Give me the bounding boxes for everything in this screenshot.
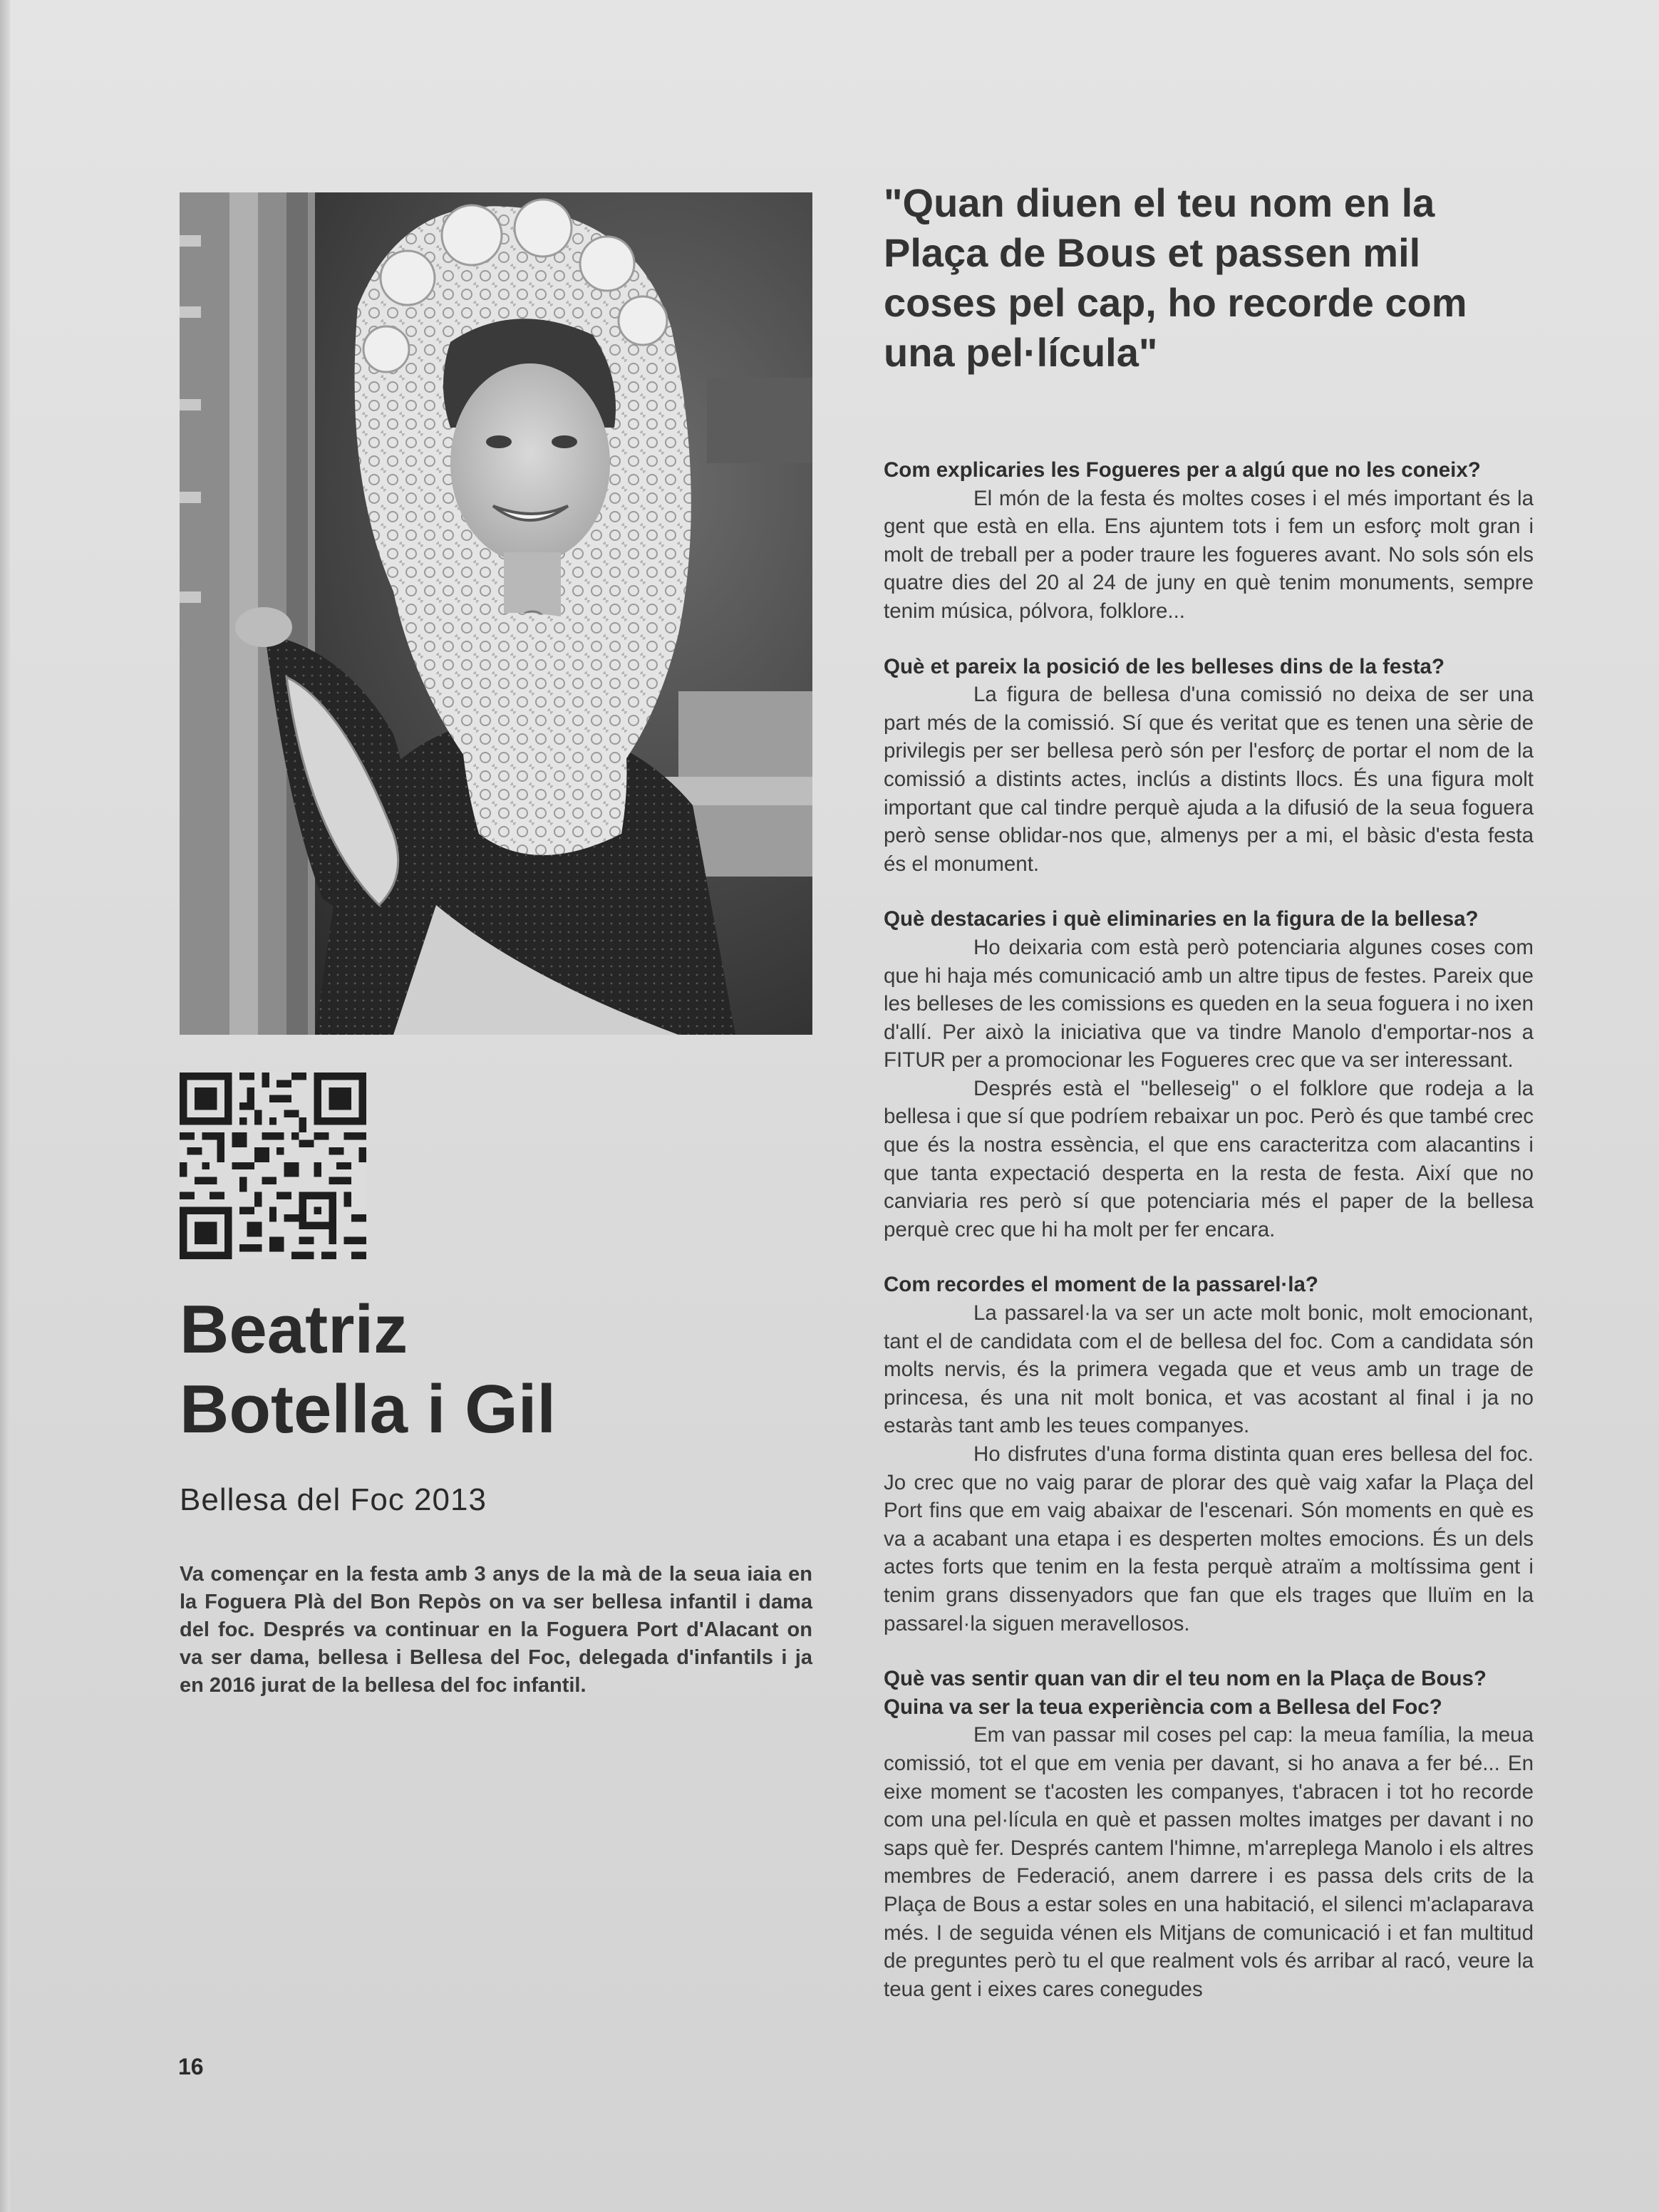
page-number: 16 [178, 2054, 204, 2079]
portrait-photo-illustration [180, 192, 812, 1035]
interview-answer: Ho disfrutes d'una forma distinta quan eres bellesa del foc. Jo crec que no vaig parar de plorar des què vaig xafar la Plaça del Port fins que em vaig abaixar de l'escenari. Són moments en què es va a acabant una etapa i es desperten moltes emocions. És un dels actes forts que tenim en la festa perquè atraïm a moltíssima gent i tenim grans dissenyadors que fan que els trages que lluïm en la passarel·la siguen meravellosos. [884, 1442, 1534, 1635]
interview-question: Què et pareix la posició de les belleses dins de la festa? [884, 654, 1444, 678]
interview-answer: Ho deixaria com està però potenciaria algunes coses com que hi haja més comunicació amb un altre tipus de festes. Pareix que les belleses de les comissions es queden en la seua foguera i no ixen d'allí. Per això la iniciativa que va tindre Manolo d'emportar-nos a FITUR per a promocionar les Fogueres crec que va ser interessant. [884, 935, 1534, 1073]
profile-name-line2: Botella i Gil [180, 1371, 557, 1447]
page-edge-shadow [0, 0, 10, 2212]
interview-answer: El món de la festa és moltes coses i el més important és la gent que està en ella. Ens ajuntem tots i fem un esforç molt gran i molt de treball per a poder traure les fogueres avant. No sols són els quatre dies del 20 al 24 de juny en què tenim monuments, sempre tenim música, pólvora, folklore... [884, 486, 1534, 623]
interview-body [884, 456, 1534, 2003]
qr-code-graphic [180, 1073, 366, 1259]
interview-answer: La figura de bellesa d'una comissió no deixa de ser una part més de la comissió. Sí que és veritat que es tenen una sèrie de privilegis per ser bellesa però són per l'esforç de portar el nom de la comissió a distints actes, inclús a distints llocs. És una figura molt important que cal tindre perquè ajuda a la difusió de la seua foguera però sense oblidar-nos que, almenys per a mi, el bàsic d'esta festa és el monument. [884, 683, 1534, 876]
qr-code[interactable] [180, 1073, 366, 1259]
interview-answer: Després està el "belleseig" o el folklore que rodeja a la bellesa i que sí que podríem rebaixar un poc. Però és que també crec que és la nostra essència, el que ens caracteritza com alacantins i que tanta expectació desperta en la resta de festa. Així que no canviaria res però sí que potenciaria més el paper de la bellesa perquè crec que hi ha molt per fer encara. [884, 1076, 1534, 1241]
profile-title: Bellesa del Foc 2013 [180, 1482, 487, 1517]
interview-question: Què destacaries i què eliminaries en la figura de la bellesa? [884, 907, 1479, 931]
profile-name [180, 1290, 792, 1449]
pull-quote-headline: "Quan diuen el teu nom en la Plaça de Bous et passen mil coses pel cap, ho recorde com una pel·lícula" [884, 180, 1467, 375]
profile-name-line1: Beatriz [180, 1291, 408, 1368]
portrait-photo [180, 192, 812, 1035]
interview-question: Com recordes el moment de la passarel·la? [884, 1273, 1318, 1297]
interview-question: Què vas sentir quan van dir el teu nom en la Plaça de Bous? Quina va ser la teua experiència com a Bellesa del Foc? [884, 1667, 1487, 1719]
interview-answer: La passarel·la va ser un acte molt bonic, molt emocionant, tant el de candidata com el de bellesa del foc. Com a candidata són molts nervis, és la primera vegada que et veus amb un trage de princesa, és una nit molt bonica, et vas acostant al final i ja no estaràs tant amb les teues companyes. [884, 1301, 1534, 1438]
interview-question: Com explicaries les Fogueres per a algú que no les coneix? [884, 458, 1481, 482]
interview-answer: Em van passar mil coses pel cap: la meua família, la meua comissió, tot el que em venia per davant, si ho anava a fer bé... En eixe moment se t'acosten les companyes, t'abracen i tot ho recorde com una pel·lícula en què et passen moltes imatges per davant i no saps què fer. Després cantem l'himne, m'arreplega Manolo i els altres membres de Federació, anem darrere i es passa dels crits de la Plaça de Bous a estar soles en una habitació, el silenci m'aclaparava més. I de seguida vénen els Mitjans de comunicació i et fan multitud de preguntes però tu el que realment vols és arribar al racó, veure la teua gent i eixes cares conegudes [884, 1723, 1534, 2001]
profile-bio: Va començar en la festa amb 3 anys de la mà de la seua iaia en la Foguera Plà del Bon Repòs on va ser bellesa infantil i dama del foc. Després va continuar en la Foguera Port d'Alacant on va ser dama, bellesa i Bellesa del Foc, delegada d'infantils i ja en 2016 jurat de la bellesa del foc infantil. [180, 1563, 812, 1697]
